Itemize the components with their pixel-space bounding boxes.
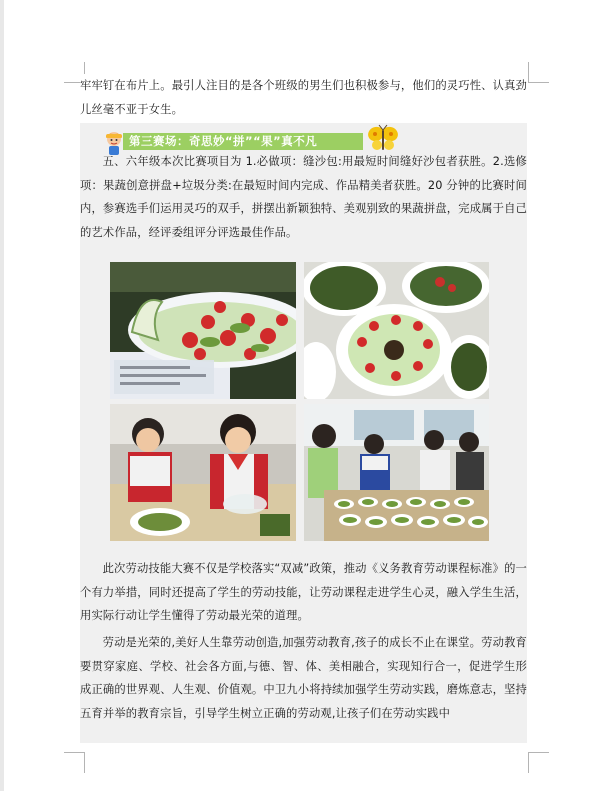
section-banner-title: 第三赛场：奇思妙“拼”“果”真不凡	[123, 133, 363, 150]
crop-mark-bottom-left	[64, 752, 85, 773]
crop-mark-bottom-right	[528, 752, 549, 773]
paragraph-closing-2: 劳动是光荣的,美好人生靠劳动创造,加强劳动教育,孩子的成长不止在课堂。劳动教育要贯穿家庭、学校、社会各方面,与德、智、体、美相融合，实现知行合一，促进学生形成正确的世界观、人生观、价值观。中卫九小将持续加强学生劳动实践，磨炼意志，坚持五育并举的教育宗旨，引导学生树立正确的劳动观,让孩子们在劳动实践中	[80, 636, 527, 721]
cucumber-tomato-dishes-photo	[304, 262, 489, 399]
fruit-vegetable-platter-photo	[110, 262, 296, 399]
judges-reviewing-platters-photo	[304, 404, 489, 541]
paragraph-top: 牢牢钉在布片上。最引人注目的是各个班级的男生们也积极参与，他们的灵巧性、认真劲儿丝毫不亚于女生。	[80, 74, 527, 121]
crop-mark-top-right	[528, 62, 549, 83]
students-making-platters-photo	[110, 404, 296, 541]
paragraph-intro: 五、六年级本次比赛项目为 1.必做项：缝沙包:用最短时间缝好沙包者获胜。2.选修项：果蔬创意拼盘+垃圾分类:在最短时间内完成、作品精美者获胜。20 分钟的比赛时间内，参赛选手们运用灵巧的双手，拼摆出新颖独特、美观别致的果蔬拼盘，完成属于自己的艺术作品，经评委组评分评选最佳作品。	[80, 155, 527, 240]
paragraph-closing-1: 此次劳动技能大赛不仅是学校落实“双减”政策，推动《义务教育劳动课程标准》的一个有力举措，同时还提高了学生的劳动技能，让劳动课程走进学生心灵，融入学生生活，用实际行动让学生懂得了劳动最光荣的道理。	[80, 562, 527, 623]
page-left-edge	[0, 0, 4, 791]
